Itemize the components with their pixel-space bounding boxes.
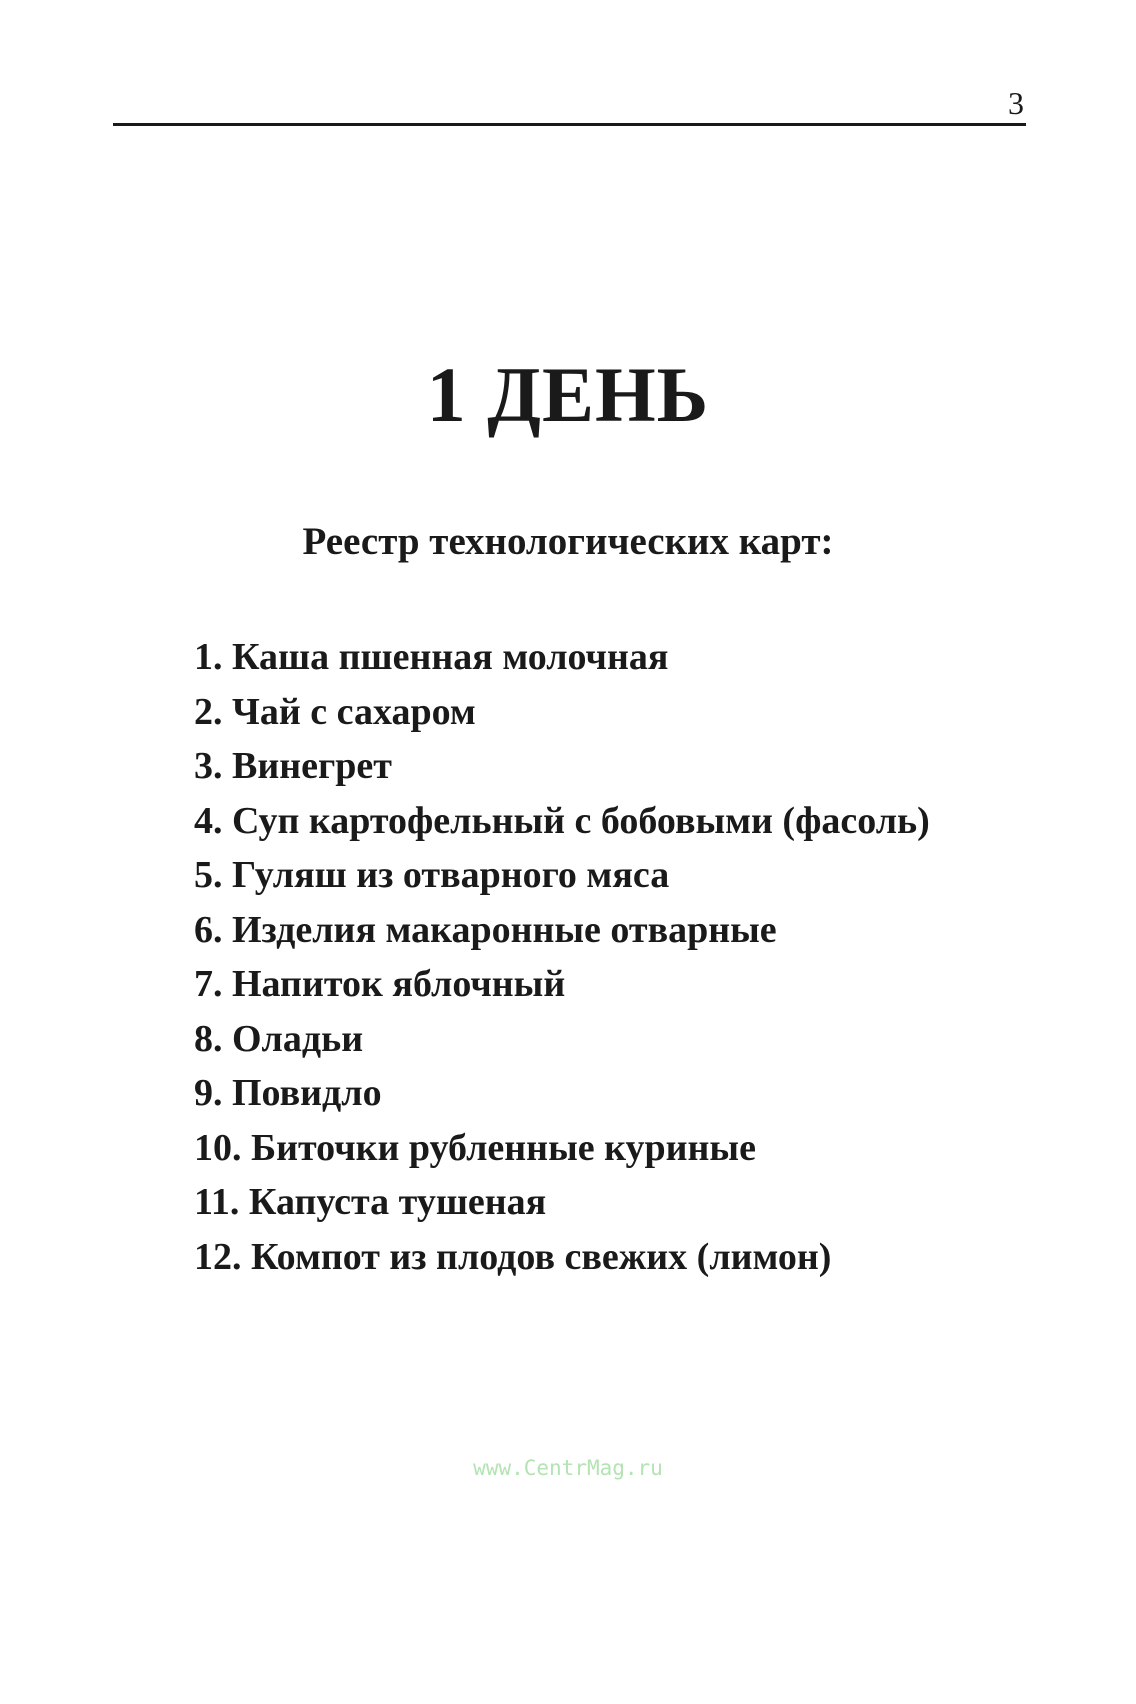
list-item: 2. Чай с сахаром — [194, 690, 476, 733]
page-title: 1 ДЕНЬ — [426, 351, 710, 438]
registry-heading: Реестр технологических карт: — [302, 520, 834, 563]
watermark-text: www.CentrMag.ru — [473, 1456, 663, 1480]
list-item: 7. Напиток яблочный — [194, 963, 566, 1005]
header-rule — [113, 123, 1026, 126]
list-item: 9. Повидло — [194, 1072, 382, 1114]
list-item: 6. Изделия макаронные отварные — [194, 908, 777, 951]
tech-card-list — [194, 630, 930, 1284]
list-item: 10. Биточки рубленные куриные — [194, 1126, 756, 1169]
list-item: 1. Каша пшенная молочная — [194, 636, 669, 678]
list-item: 11. Капуста тушеная — [194, 1181, 547, 1223]
list-item: 5. Гуляш из отварного мяса — [194, 854, 670, 896]
list-item: 3. Винегрет — [194, 745, 392, 787]
list-item: 4. Суп картофельный с бобовыми (фасоль) — [194, 799, 930, 842]
list-item: 8. Оладьи — [194, 1017, 364, 1060]
list-item: 12. Компот из плодов свежих (лимон) — [194, 1235, 832, 1278]
page-number: 3 — [1008, 85, 1024, 121]
